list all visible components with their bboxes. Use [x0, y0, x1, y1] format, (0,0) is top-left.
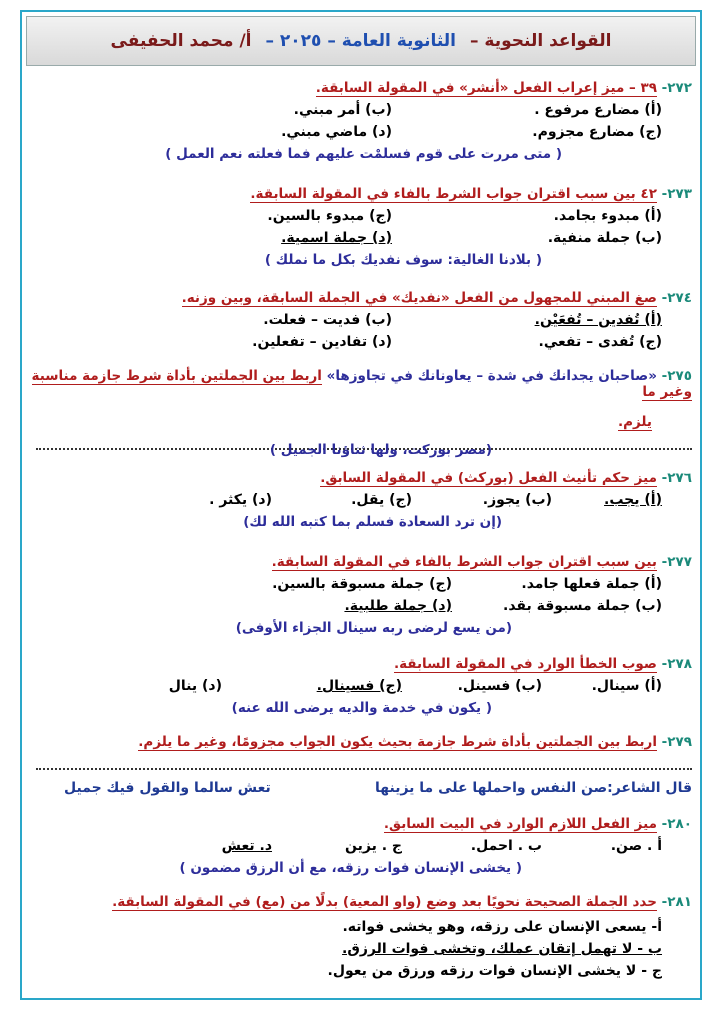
- quote-text: ( بلادنا الغالية: سوف نفديك بكل ما نملك ): [264, 252, 542, 268]
- quote-text: ( يخشى الإنسان فوات رزقه، مع أن الرزق مضمون ): [179, 860, 522, 876]
- question-text-continued: يلزم.: [617, 414, 652, 430]
- question-prompt: [30, 656, 692, 672]
- question-278: [30, 656, 692, 716]
- option-c[interactable]: (ج) مبدوء بالسين.: [267, 208, 392, 224]
- option-b[interactable]: (ب) فسينل.: [457, 678, 542, 694]
- option-c[interactable]: (ج) جملة مسبوقة بالسين.: [272, 576, 452, 592]
- option-a[interactable]: (أ) مضارع مرفوع .: [534, 102, 662, 118]
- options-row: [30, 312, 692, 334]
- option-d[interactable]: د. تعش: [221, 838, 272, 854]
- question-prompt: [30, 186, 692, 202]
- question-prompt: [30, 470, 692, 486]
- header-author: أ/ محمد الحفيفى: [110, 31, 252, 51]
- question-280: [30, 816, 692, 876]
- option-c[interactable]: (ج) فسينال.: [316, 678, 402, 694]
- question-number: ٢٧٧-: [661, 554, 692, 570]
- page-frame: [20, 10, 702, 1000]
- option-a[interactable]: (أ) سينال.: [591, 678, 662, 694]
- question-text: اربط بين الجملتين بأداة شرط جازمة مناسبة وغير ما: [31, 368, 692, 400]
- question-number: ٢٧٨-: [661, 656, 692, 672]
- option-a[interactable]: (أ) تُفدين – تُفعَيْن.: [534, 312, 662, 328]
- question-prompt: [30, 80, 692, 96]
- poem-verse: [30, 780, 692, 796]
- question-number: ٢٧٦-: [661, 470, 692, 486]
- options-row: [30, 230, 692, 252]
- poem-verse-second: تعش سالما والقول فيك جميل: [64, 780, 271, 796]
- question-prompt: [30, 290, 692, 306]
- options-row: [30, 124, 692, 146]
- poem-label: قال الشاعر:: [607, 780, 692, 796]
- question-number: ٢٧٤-: [661, 290, 692, 306]
- question-text: حدد الجملة الصحيحة نحويًا بعد وضع (واو المعية) بدلًا من (مع) في المقولة السابقة.: [112, 894, 657, 910]
- options-row: [30, 102, 692, 124]
- question-273: [30, 186, 692, 268]
- option-c[interactable]: (ج) يقل.: [351, 492, 412, 508]
- option-a[interactable]: (أ) يجب.: [604, 492, 662, 508]
- option-a[interactable]: (أ) جملة فعلها جامد.: [521, 576, 662, 592]
- question-number: ٢٧٢-: [661, 80, 692, 96]
- options-row: [30, 334, 692, 356]
- poem-verse-first: صن النفس واحملها على ما يزينها: [374, 780, 608, 796]
- option-d[interactable]: (د) جملة اسمية.: [281, 230, 392, 246]
- question-number: ٢٨١-: [661, 894, 692, 910]
- question-text: بين سبب اقتران جواب الشرط بالفاء في المقولة السابقة.: [271, 554, 657, 570]
- option-c[interactable]: (ج) تُفدى – تفعي.: [538, 334, 662, 350]
- page-header: [26, 16, 696, 66]
- options-row: [30, 598, 692, 620]
- option-c[interactable]: ج - لا يخشى الإنسان فوات رزقه ورزق من يعول.: [327, 963, 662, 979]
- question-prompt: [30, 554, 692, 570]
- option-b[interactable]: ب . احمل.: [470, 838, 542, 854]
- question-279: [30, 734, 692, 770]
- question-text: ميز الفعل اللازم الوارد في البيت السابق.: [383, 816, 657, 832]
- question-number: ٢٧٣-: [661, 186, 692, 202]
- options-row: [30, 492, 692, 514]
- question-prompt: [30, 894, 692, 910]
- option-c[interactable]: (ج) مضارع مجزوم.: [532, 124, 662, 140]
- question-prompt: [30, 368, 692, 400]
- question-text: ميز حكم تأنيث الفعل (بوركث) في المقولة السابق.: [320, 470, 657, 486]
- question-number: ٢٨٠-: [661, 816, 692, 832]
- quote-text: (من يسع لرضى ربه سينال الجزاء الأوفى): [235, 620, 512, 636]
- option-b[interactable]: (ب) جملة منفية.: [547, 230, 662, 246]
- options-list: [30, 916, 692, 982]
- question-number: ٢٧٥-: [661, 368, 692, 384]
- option-d[interactable]: (د) تفادين – تفعلين.: [252, 334, 392, 350]
- option-c[interactable]: ج . يزين: [345, 838, 402, 854]
- question-274: [30, 290, 692, 356]
- question-276: [30, 442, 692, 530]
- inline-quote: «صاحبان يجدانك في شدة – يعاونانك في تجاوزها»: [326, 368, 657, 384]
- quote-text: (مصر بوركت، ولها ثناؤنا الجميل ): [269, 442, 492, 458]
- question-text: ٣٩ – ميز إعراب الفعل «أنشر» في المقولة السابقة.: [315, 80, 657, 96]
- option-b[interactable]: (ب) يجوز.: [482, 492, 552, 508]
- quote-text: (إن ترد السعادة فسلم بما كتبه الله لك): [243, 514, 502, 530]
- option-d[interactable]: (د) ماضي مبني.: [281, 124, 392, 140]
- question-text: اربط بين الجملتين بأداة شرط جازمة بحيث يكون الجواب مجزومًا، وغير ما يلزم.: [138, 734, 657, 750]
- option-d[interactable]: (د) يكثر .: [209, 492, 272, 508]
- question-272: [30, 80, 692, 162]
- question-prompt: [30, 734, 692, 750]
- quote-text: ( يكون في خدمة والديه يرضى الله عنه): [231, 700, 492, 716]
- option-b[interactable]: (ب) فديت – فعلت.: [263, 312, 392, 328]
- question-text: صغ المبني للمجهول من الفعل «نفديك» في الجملة السابقة، وبين وزنه.: [181, 290, 657, 306]
- option-b[interactable]: (ب) جملة مسبوقة بقد.: [503, 598, 662, 614]
- option-d[interactable]: (د) جملة طلبية.: [344, 598, 452, 614]
- option-a[interactable]: أ . صن.: [610, 838, 662, 854]
- options-row: [30, 576, 692, 598]
- options-row: [30, 208, 692, 230]
- option-a[interactable]: (أ) مبدوء بجامد.: [553, 208, 662, 224]
- question-text: ٤٢ بين سبب اقتران جواب الشرط بالفاء في المقولة السابقة.: [250, 186, 657, 202]
- question-number: ٢٧٩-: [661, 734, 692, 750]
- header-title-grade: الثانوية العامة – ٢٠٢٥ –: [265, 31, 456, 51]
- question-text: صوب الخطأ الوارد في المقولة السابقة.: [393, 656, 657, 672]
- option-b[interactable]: (ب) أمر مبني.: [293, 102, 392, 118]
- options-row: [30, 678, 692, 700]
- answer-line[interactable]: [36, 768, 692, 770]
- quote-text: ( متى مررت على قوم فسلمْت عليهم فما فعلته نعم العمل ): [165, 146, 562, 162]
- options-row: [30, 838, 692, 860]
- option-d[interactable]: (د) ينال: [168, 678, 222, 694]
- option-a[interactable]: أ- يسعى الإنسان على رزقه، وهو يخشى فواته.: [342, 919, 662, 935]
- question-prompt: [30, 816, 692, 832]
- header-title-subject: القواعد النحوية –: [470, 31, 612, 51]
- question-277: [30, 554, 692, 636]
- question-275: [30, 368, 692, 450]
- question-281: [30, 894, 692, 982]
- option-b[interactable]: ب - لا تهمل إتقان عملك، وتخشى فوات الرزق.: [342, 941, 662, 957]
